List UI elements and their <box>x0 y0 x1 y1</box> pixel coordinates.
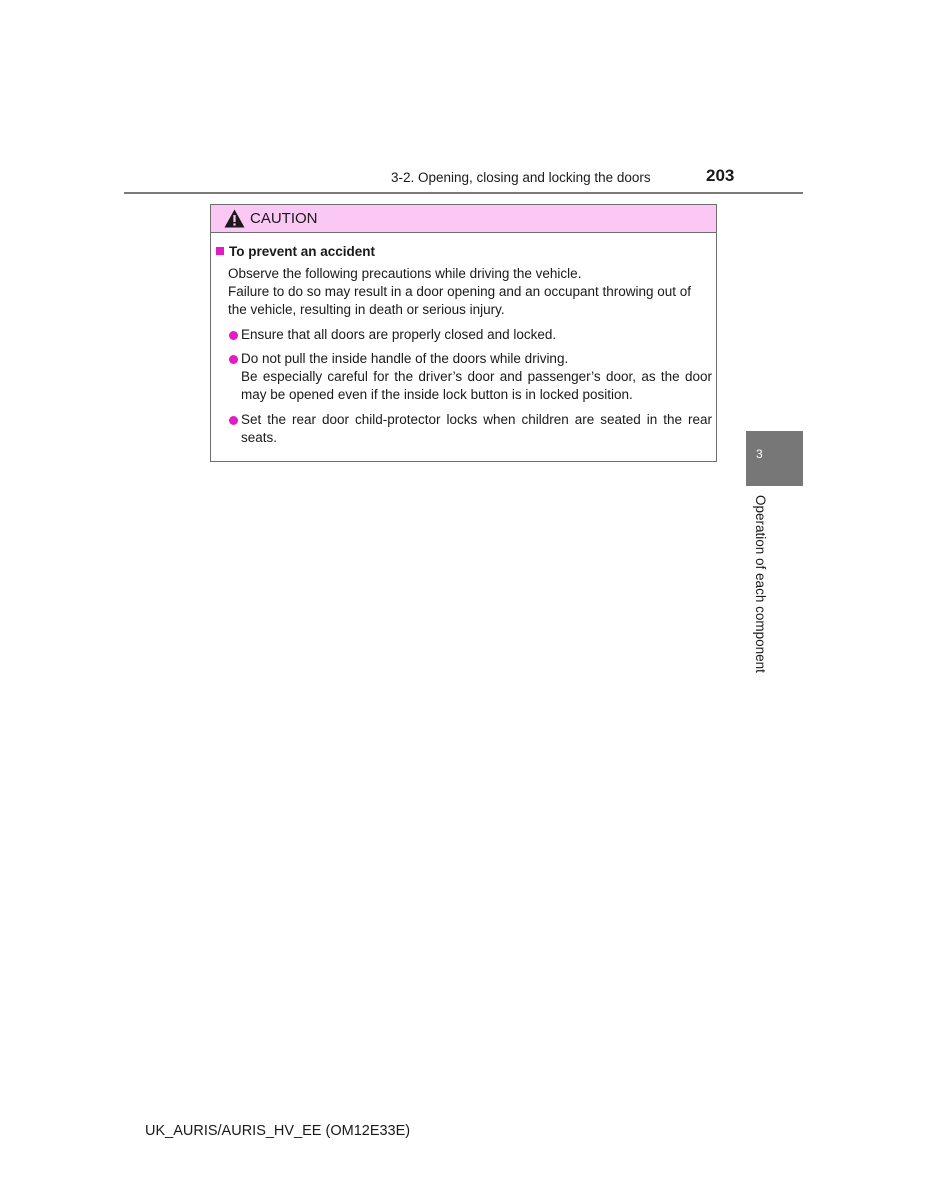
section-heading <box>216 244 375 260</box>
caution-label: CAUTION <box>250 210 318 227</box>
intro-line: Observe the following precautions while driving the vehicle. <box>228 266 582 281</box>
section-title: 3-2. Opening, closing and locking the doors <box>391 170 651 185</box>
bullet-text: Ensure that all doors are properly closed and locked. <box>241 327 557 342</box>
bullet-text: Do not pull the inside handle of the doors while driving. <box>241 351 569 366</box>
footer-document-code: UK_AURIS/AURIS_HV_EE (OM12E33E) <box>145 1123 411 1139</box>
chapter-tab <box>746 431 803 486</box>
bullet-text: Be especially careful for the driver’s door and passenger’s door, as the door may be opened even if the inside lock button is in locked position. <box>241 369 712 402</box>
chapter-title: Operation of each component <box>753 495 768 673</box>
square-marker-icon <box>216 247 224 255</box>
header-rule <box>124 192 803 194</box>
caution-box <box>210 204 717 462</box>
intro-text <box>228 265 712 319</box>
bullet-item <box>228 350 712 404</box>
dot-bullet-icon <box>229 355 238 364</box>
dot-bullet-icon <box>229 331 238 340</box>
warning-triangle-icon <box>224 209 245 228</box>
dot-bullet-icon <box>229 416 238 425</box>
bullet-item <box>228 326 712 344</box>
caution-header <box>211 205 716 233</box>
page-number: 203 <box>706 166 735 185</box>
section-heading-text: To prevent an accident <box>229 244 376 259</box>
bullet-text: Set the rear door child-protector locks when children are seated in the rear seats. <box>241 412 712 445</box>
chapter-number: 3 <box>756 447 763 461</box>
bullet-item <box>228 411 712 447</box>
intro-line: Failure to do so may result in a door opening and an occupant throwing out of the vehicle, resulting in death or serious injury. <box>228 284 692 317</box>
